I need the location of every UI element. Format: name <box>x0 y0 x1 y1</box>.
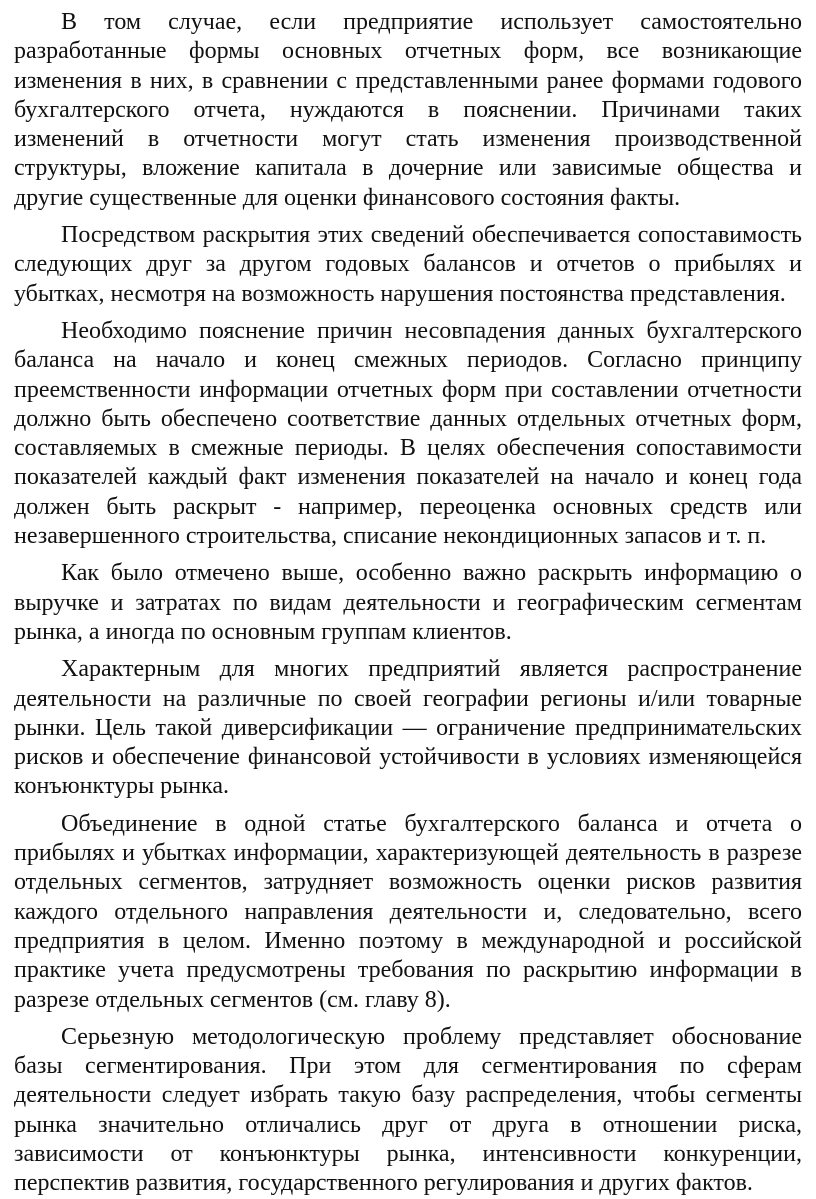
paragraph-7: Серьезную методологическую проблему представляет обоснование базы сегментирования. При этом для сегментирования по сферам деятельности следует избрать такую базу распределения, чтобы сегменты рынка значительно отличались друг от друга в отношении риска, зависимости от конъюнктуры рынка, интенсивности конкуренции, перспектив развития, государственного регулирования и других фактов. <box>14 1023 802 1197</box>
paragraph-1: В том случае, если предприятие использует самостоятельно разработанные формы основных отчетных форм, все возникающие изменения в них, в сравнении с представленными ранее формами годового бухгалтерского отчета, нуждаются в пояснении. Причинами таких изменений в отчетности могут стать изменения производственной структуры, вложение капитала в дочерние или зависимые общества и другие существенные для оценки финансового состояния факты. <box>14 9 802 211</box>
paragraph-2: Посредством раскрытия этих сведений обеспечивается сопоставимость следующих друг за другом годовых балансов и отчетов о прибылях и убытках, несмотря на возможность нарушения постоянства представления. <box>14 222 802 307</box>
paragraph-3: Необходимо пояснение причин несовпадения данных бухгалтерского баланса на начало и конец смежных периодов. Согласно принципу преемственности информации отчетных форм при составлении отчетности должно быть обеспечено соответствие данных отдельных отчетных форм, составляемых в смежные периоды. В целях обеспечения сопоставимости показателей каждый факт изменения показателей на начало и конец года должен быть раскрыт - например, переоценка основных средств или незавершенного строительства, списание некондиционных запасов и т. п. <box>14 317 802 550</box>
paragraph-6: Объединение в одной статье бухгалтерского баланса и отчета о прибылях и убытках информации, характеризующей деятельность в разрезе отдельных сегментов, затрудняет возможность оценки рисков развития каждого отдельного направления деятельности и, следовательно, всего предприятия в целом. Именно поэтому в международной и российской практике учета предусмотрены требования по раскрытию информации в разрезе отдельных сегментов (см. главу 8). <box>14 810 802 1013</box>
paragraph-4: Как было отмечено выше, особенно важно раскрыть информацию о выручке и затратах по видам деятельности и географическим сегментам рынка, а иногда по основным группам клиентов. <box>14 560 802 645</box>
paragraph-5: Характерным для многих предприятий является распространение деятельности на различные по своей географии регионы и/или товарные рынки. Цель такой диверсификации — ограничение предпринимательских рисков и обеспечение финансовой устойчивости в условиях изменяющейся конъюнктуры рынка. <box>14 656 802 800</box>
